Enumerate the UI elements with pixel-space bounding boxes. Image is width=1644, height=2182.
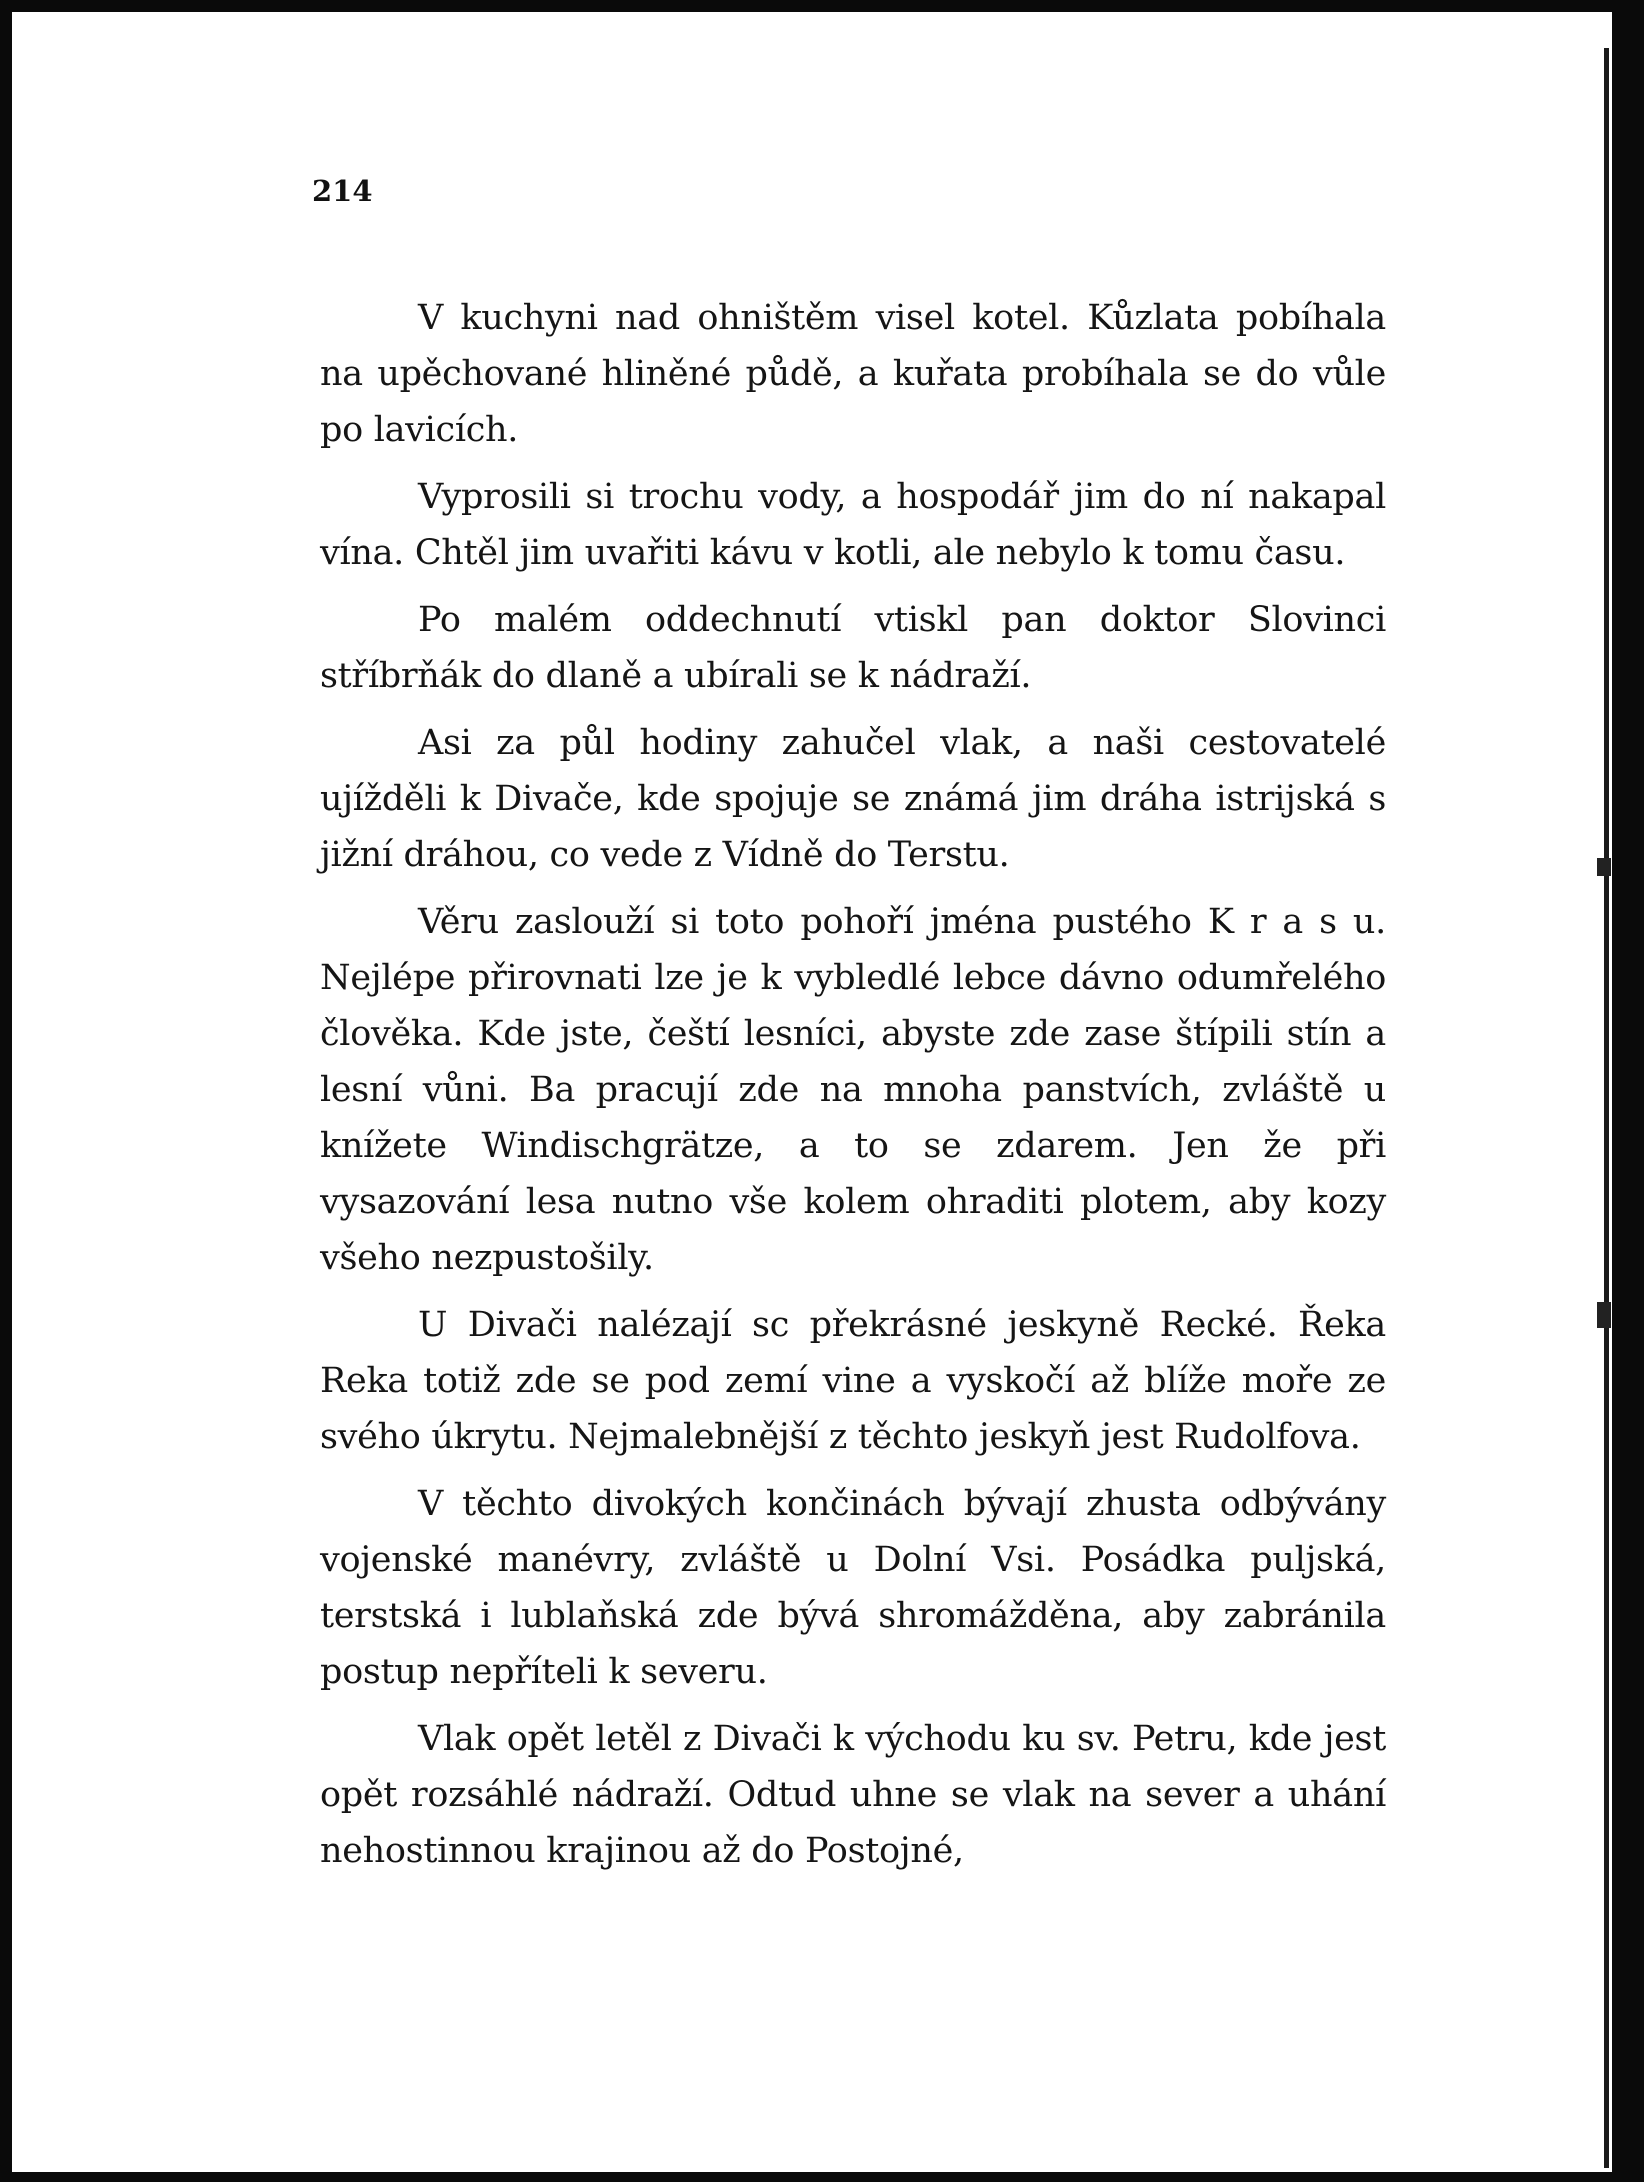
book-page xyxy=(12,12,1612,2172)
paragraph: V kuchyni nad ohništěm visel kotel. Kůzlata pobíhala na upěchované hliněné půdě, a kuřata probíhala se do vůle po lavicích. xyxy=(320,298,1386,450)
paragraph: Vyprosili si trochu vody, a hospodář jim do ní nakapal vína. Chtěl jim uvařiti kávu v kotli, ale nebylo k tomu času. xyxy=(320,477,1386,573)
body-text xyxy=(320,290,1386,1890)
paragraph: Asi za půl hodiny zahučel vlak, a naši cestovatelé ujížděli k Divače, kde spojuje se známá jim dráha istrijská s jižní dráhou, co vede z Vídně do Terstu. xyxy=(320,723,1386,875)
edge-mark xyxy=(1597,858,1611,876)
page-number: 214 xyxy=(312,174,373,208)
edge-mark xyxy=(1597,1302,1611,1328)
paragraph: U Divači nalézají sc překrásné jeskyně Recké. Řeka Reka totiž zde se pod zemí vine a vyskočí až blíže moře ze svého úkrytu. Nejmalebnější z těchto jeskyň jest Rudolfova. xyxy=(320,1305,1386,1457)
paragraph: Po malém oddechnutí vtiskl pan doktor Slovinci stříbrňák do dlaně a ubírali se k nádraží. xyxy=(320,600,1386,696)
paragraph: Vlak opět letěl z Divači k východu ku sv. Petru, kde jest opět rozsáhlé nádraží. Odtud uhne se vlak na sever a uhání nehostinnou krajinou až do Postojné, xyxy=(320,1719,1386,1871)
page-edge-shadow xyxy=(1604,48,1609,2168)
paragraph: Věru zaslouží si toto pohoří jména pustého K r a s u. Nejlépe přirovnati lze je k vybledlé lebce dávno odumřelého člověka. Kde jste, čeští lesníci, abyste zde zase štípili stín a lesní vůni. Ba pracují zde na mnoha panstvích, zvláště u knížete Windischgrätze, a to se zdarem. Jen že při vysazování lesa nutno vše kolem ohraditi plotem, aby kozy všeho nezpustošily. xyxy=(320,902,1386,1278)
paragraph: V těchto divokých končinách bývají zhusta odbývány vojenské manévry, zvláště u Dolní Vsi. Posádka puljská, terstská i lublaňská zde bývá shromážděna, aby zabránila postup nepříteli k severu. xyxy=(320,1484,1386,1692)
